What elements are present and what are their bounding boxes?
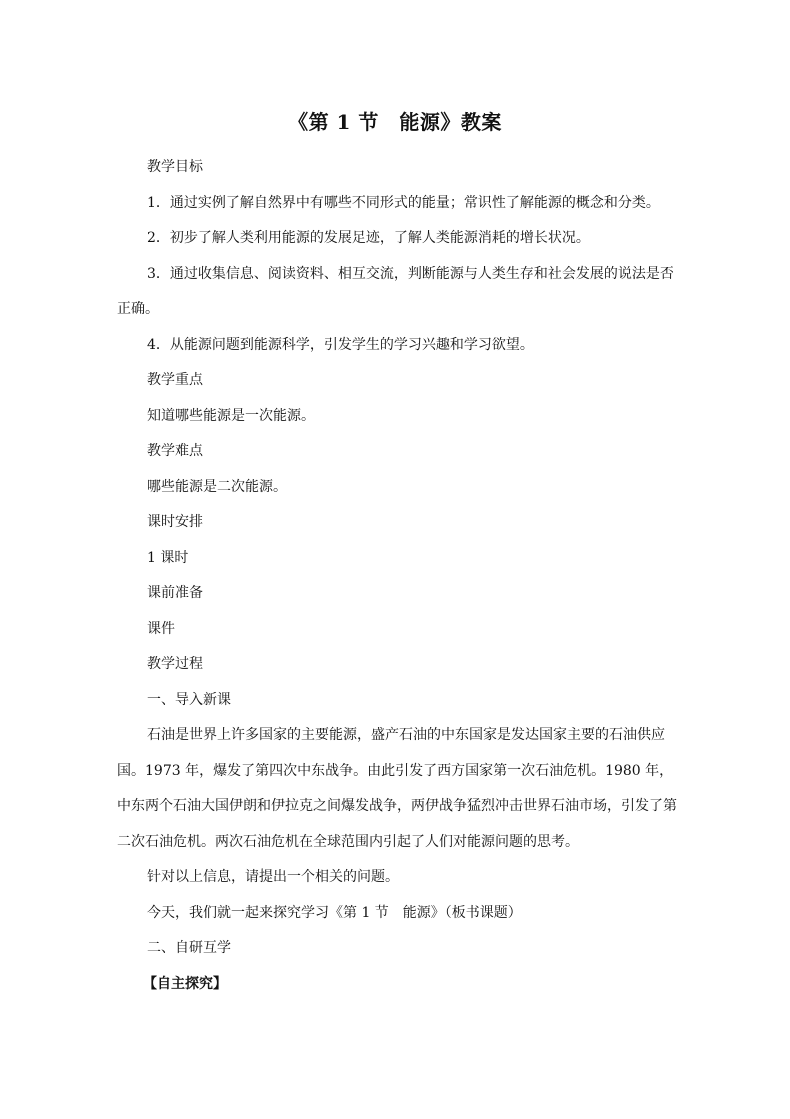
intro-paragraph: 石油是世界上许多国家的主要能源，盛产石油的中东国家是发达国家主要的石油供应国。1973 年，爆发了第四次中东战争。由此引发了西方国家第一次石油危机。1980 年，中东两个石油大国伊朗和伊拉克之间爆发战争，两伊战争猛烈冲击世界石油市场，引发了第二次石油危机。两次石油危机在全球范围内引起了人们对能源问题的思考。 <box>117 727 677 850</box>
schedule-text: 1 课时 <box>147 549 189 566</box>
heading-teaching-goals: 教学目标 <box>147 159 203 175</box>
goal-item-1: 1．通过实例了解自然界中有哪些不同形式的能量；常识性了解能源的概念和分类。 <box>147 194 660 211</box>
heading-schedule: 课时安排 <box>147 514 203 530</box>
question-prompt: 针对以上信息，请提出一个相关的问题。 <box>147 869 399 885</box>
self-explore-heading: 【自主探究】 <box>143 975 227 992</box>
goal-item-3: 3．通过收集信息、阅读资料、相互交流，判断能源与人类生存和社会发展的说法是否正确。 <box>117 265 674 317</box>
goal-item-2: 2．初步了解人类利用能源的发展足迹，了解人类能源消耗的增长状况。 <box>147 230 590 246</box>
heading-difficulties: 教学难点 <box>147 443 203 459</box>
today-topic: 今天，我们就一起来探究学习《第 1 节 能源》（板书课题） <box>147 904 522 921</box>
heading-process: 教学过程 <box>147 656 203 672</box>
preparation-text: 课件 <box>147 620 175 637</box>
document-title: 《第 1 节 能源》教案 <box>288 110 502 134</box>
heading-preparation: 课前准备 <box>147 585 203 601</box>
key-points-text: 知道哪些能源是一次能源。 <box>147 407 315 424</box>
document-body <box>117 150 677 1002</box>
goal-item-4: 4．从能源问题到能源科学，引发学生的学习兴趣和学习欲望。 <box>147 336 534 353</box>
difficulties-text: 哪些能源是二次能源。 <box>147 478 287 495</box>
section-intro-heading: 一、导入新课 <box>147 691 231 708</box>
heading-key-points: 教学重点 <box>147 372 203 388</box>
section-self-study-heading: 二、自研互学 <box>147 940 231 956</box>
